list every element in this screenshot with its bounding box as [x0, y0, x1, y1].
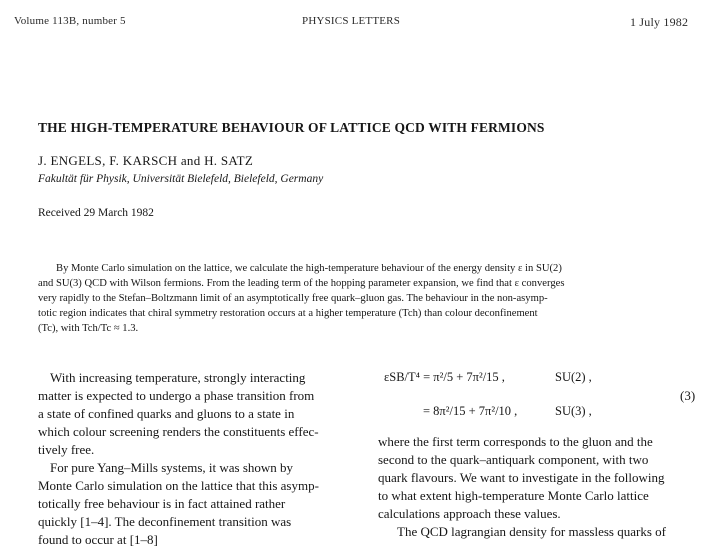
body-line: With increasing temperature, strongly interacting: [50, 370, 306, 385]
body-line: For pure Yang–Mills systems, it was shown by: [50, 460, 294, 475]
paper-title: THE HIGH-TEMPERATURE BEHAVIOUR OF LATTICE QCD WITH FERMIONS: [38, 120, 545, 135]
equation-number: (3): [680, 388, 696, 403]
volume-number: Volume 113B, number 5: [14, 15, 126, 27]
author-list: J. ENGELS, F. KARSCH and H. SATZ: [38, 153, 254, 168]
body-line: where the first term corresponds to the gluon and the: [378, 434, 653, 449]
issue-date: 1 July 1982: [630, 15, 689, 29]
body-line: Monte Carlo simulation on the lattice that this asymp-: [38, 478, 319, 493]
body-line: matter is expected to undergo a phase transition from: [38, 388, 315, 403]
body-line: totically free behaviour is in fact attained rather: [38, 496, 286, 511]
abstract-line: very rapidly to the Stefan–Boltzmann limit of an asymptotically free quark–gluon gas. The behaviour in the non-asymp-: [38, 293, 548, 304]
abstract-line: and SU(3) QCD with Wilson fermions. From the leading term of the hopping parameter expansion, we find that ε converges: [38, 278, 565, 289]
abstract-line: By Monte Carlo simulation on the lattice, we calculate the high-temperature behaviour of the energy density ε in SU(2): [56, 263, 562, 274]
abstract-line: (Tc), with Tch/Tc ≈ 1.3.: [38, 323, 139, 334]
body-line: to what extent high-temperature Monte Carlo lattice: [378, 488, 649, 503]
abstract-line: totic region indicates that chiral symmetry restoration occurs at a higher temperature (Tch) than colour deconfinement: [38, 308, 538, 319]
equation-line-2: = 8π²/15 + 7π²/10 ,: [423, 404, 518, 418]
body-line: calculations approach these values.: [378, 506, 561, 521]
received-date: Received 29 March 1982: [38, 207, 154, 219]
body-line: quickly [1–4]. The deconfinement transition was: [38, 514, 292, 529]
body-line: found to occur at [1–8]: [38, 532, 158, 547]
equation-group-su2: SU(2) ,: [555, 370, 592, 384]
body-line: quark flavours. We want to investigate in the following: [378, 470, 665, 485]
equation-line-1: εSB/T⁴ = π²/5 + 7π²/15 ,: [384, 370, 505, 384]
body-line: The QCD lagrangian density for massless quarks of: [397, 524, 666, 539]
body-line: tively free.: [38, 442, 95, 457]
body-line: a state of confined quarks and gluons to a state in: [38, 406, 295, 421]
body-line: which colour screening renders the constituents effec-: [38, 424, 319, 439]
journal-name: PHYSICS LETTERS: [302, 15, 401, 27]
equation-group-su3: SU(3) ,: [555, 404, 592, 418]
affiliation: Fakultät für Physik, Universität Bielefeld, Bielefeld, Germany: [38, 173, 324, 185]
body-line: second to the quark–antiquark component, with two: [378, 452, 649, 467]
